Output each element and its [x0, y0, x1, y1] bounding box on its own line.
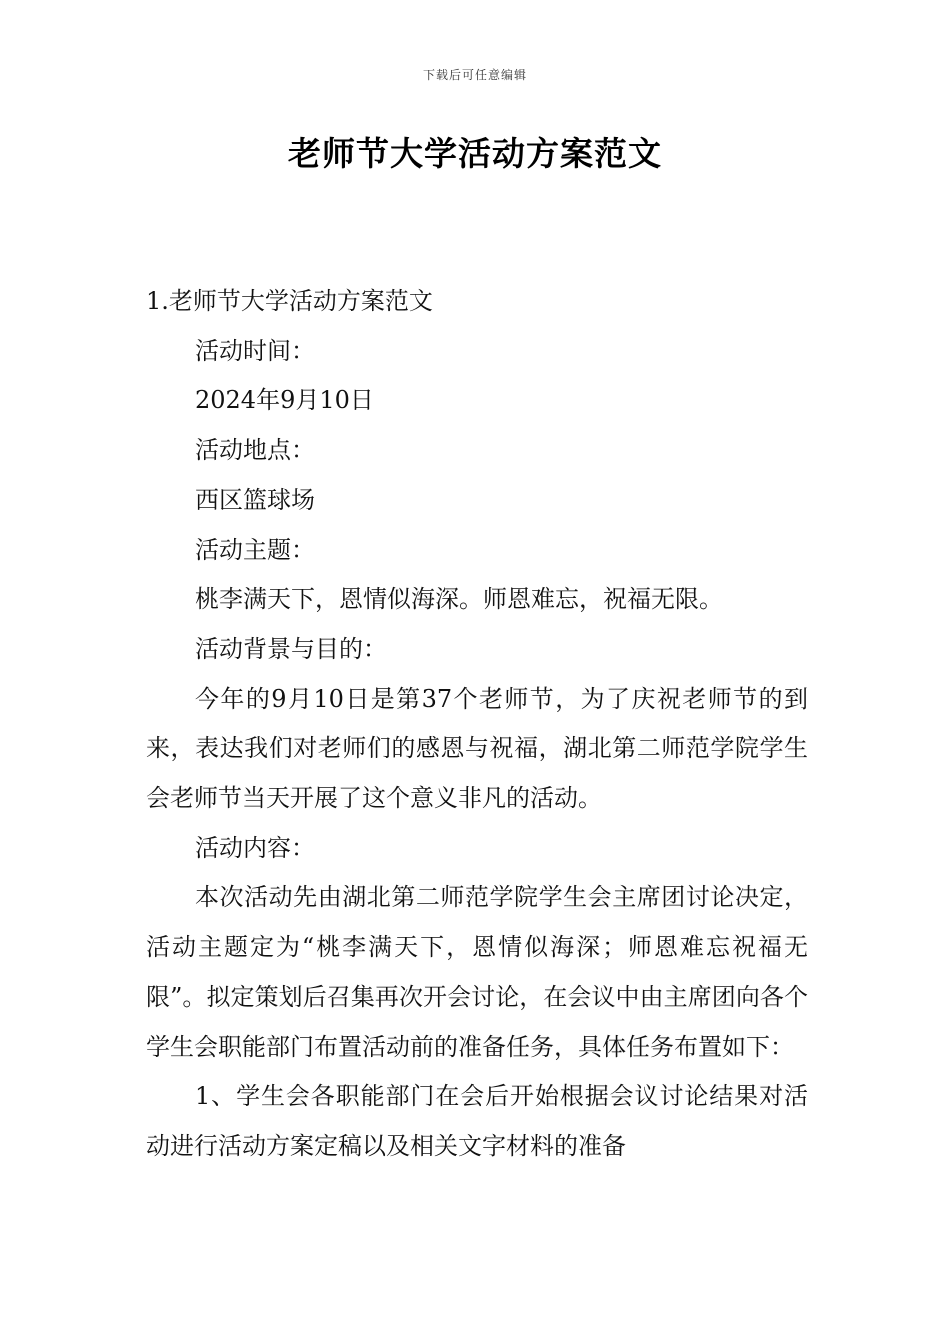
- task-item-1: 1、学生会各职能部门在会后开始根据会议讨论结果对活动进行活动方案定稿以及相关文字材料的准备: [146, 1082, 808, 1160]
- activity-location-label: 活动地点：: [195, 436, 315, 465]
- activity-background-paragraph: 今年的9月10日是第37个老师节，为了庆祝老师节的到来，表达我们对老师们的感恩与祝福，湖北第二师范学院学生会老师节当天开展了这个意义非凡的活动。: [146, 684, 808, 813]
- activity-content-label: 活动内容：: [195, 833, 315, 862]
- activity-theme-value: 桃李满天下，恩情似海深。师恩难忘，祝福无限。: [195, 585, 723, 614]
- header-note: 下载后可任意编辑: [422, 68, 527, 82]
- activity-theme-label: 活动主题：: [195, 535, 315, 564]
- activity-location-value: 西区篮球场: [195, 485, 315, 514]
- activity-content-paragraph: 本次活动先由湖北第二师范学院学生会主席团讨论决定，活动主题定为“桃李满天下，恩情似海深；师恩难忘祝福无限”。拟定策划后召集再次开会讨论，在会议中由主席团向各个学生会职能部门布置活动前的准备任务，具体任务布置如下：: [146, 883, 808, 1061]
- activity-time-value: 2024年9月10日: [195, 386, 374, 415]
- section-heading: 1.老师节大学活动方案范文: [146, 287, 433, 315]
- activity-time-label: 活动时间：: [195, 336, 315, 365]
- activity-background-label: 活动背景与目的：: [195, 634, 387, 663]
- document-title: 老师节大学活动方案范文: [288, 134, 662, 173]
- document-body: [146, 277, 808, 1172]
